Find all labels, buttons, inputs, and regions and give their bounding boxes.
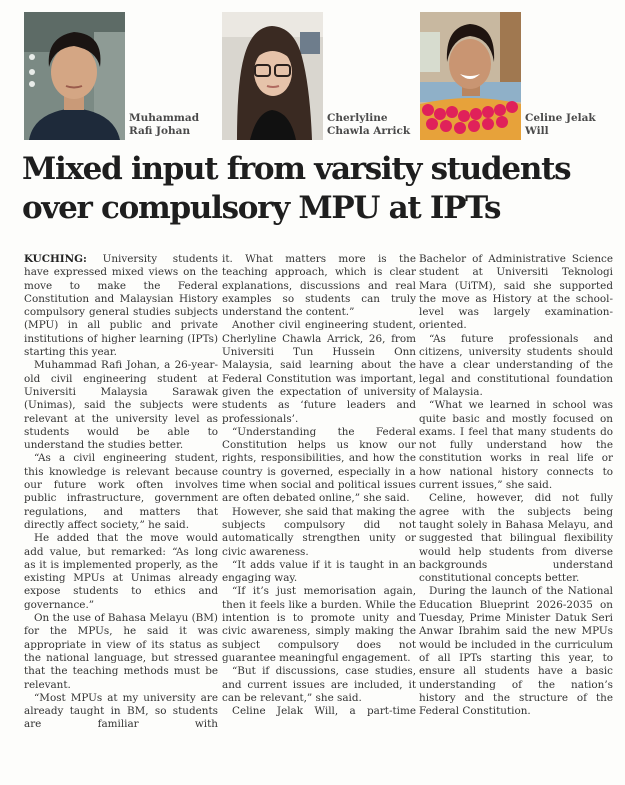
portrait-photo-celine — [420, 12, 521, 140]
photo-caption — [327, 112, 410, 138]
caption-line: Muhammad — [129, 112, 200, 124]
paragraph: “As future professionals and citizens, university students should have a clear understanding of the legal and constitutional foundation of Malaysia. — [419, 332, 613, 398]
paragraph: Muhammad Rafi Johan, a 26-year-old civil engineering student at Universiti Malaysia Sarawak (Unimas), said the subjects were relevant at the university level as students would be able to understand the studies better. — [24, 359, 218, 452]
caption-line: Celine Jelak — [525, 112, 596, 124]
paragraph: “As a civil engineering student, this knowledge is relevant because our future work often involves public infrastructure, government regulations, and matters that directly affect society,” he said. — [24, 452, 218, 531]
paragraph: “What we learned in school was quite basic and mostly focused on exams. I feel that many students do not fully understand how the constitution works in real life or how national history connects to current issues,” she said. — [419, 399, 613, 492]
article-column-3 — [419, 253, 613, 718]
paragraph: During the launch of the National Education Blueprint 2026-2035 on Tuesday, Prime Minister Datuk Seri Anwar Ibrahim said the new MPUs would be included in the curriculum of all IPTs starting this year, to ensure all students have a basic understanding of the nation’s history and the structure of the Federal Constitution. — [419, 585, 613, 718]
photo-caption — [525, 112, 596, 138]
paragraph: Another civil engineering student, Cherlyline Chawla Arrick, 26, from Universiti Tun Hussein Onn Malaysia, said learning about the Federal Constitution was important, given the expectation of university students as ‘future leaders and professionals’. — [222, 319, 416, 425]
headline: Mixed input from varsity students over compulsory MPU at IPTs — [22, 151, 571, 226]
paragraph: “It adds value if it is taught in an engaging way. — [222, 558, 416, 585]
article-column-2 — [222, 253, 416, 718]
photo-block-muhammad — [24, 12, 224, 140]
paragraph: However, she said that making the subjects compulsory did not automatically strengthen unity or civic awareness. — [222, 505, 416, 558]
paragraph-text: University students have expressed mixed views on the move to make the Federal Constitution and Malaysian History compulsory general studies subjects (MPU) in all public and private institutions of higher learning (IPTs) starting this year. — [24, 253, 218, 359]
paragraph — [24, 253, 218, 359]
paragraph: Bachelor of Administrative Science student at Universiti Teknologi Mara (UiTM), said she supported the move as History at the school-level was largely examination-oriented. — [419, 253, 613, 332]
paragraph: Celine Jelak Will, a part-time — [232, 705, 416, 718]
photo-block-cherlyline — [222, 12, 422, 140]
dateline: KUCHING: — [24, 253, 87, 265]
portrait-photo-cherlyline — [222, 12, 323, 140]
caption-line: Chawla Arrick — [327, 125, 411, 137]
photo-block-celine — [420, 12, 620, 140]
paragraph: He added that the move would add value, but remarked: “As long as it is implemented properly, as the existing MPUs at Unimas already expose students to ethics and governance.” — [24, 532, 218, 611]
paragraph: “But if discussions, case studies, and current issues are included, it can be relevant,” she said. — [222, 665, 416, 704]
caption-line: Cherlyline — [327, 112, 388, 124]
paragraph: “Understanding the Federal Constitution helps us know our rights, responsibilities, and how the country is governed, especially in a time when social and political issues are often debated online,” she said. — [222, 425, 416, 505]
portrait-photo-muhammad — [24, 12, 125, 140]
paragraph: “Most MPUs at my university are already taught in BM, so students are familiar with — [24, 691, 218, 731]
caption-line: Rafi Johan — [129, 125, 191, 137]
caption-line: Will — [525, 125, 549, 137]
paragraph: it. What matters more is the teaching approach, which is clear explanations, discussions and real examples so students can truly understand the content.” — [222, 253, 416, 319]
photo-caption — [129, 112, 199, 138]
paragraph: Celine, however, did not fully agree with the subjects being taught solely in Bahasa Melayu, and suggested that bilingual flexibility would help students from diverse backgrounds understand constitutional concepts better. — [419, 492, 613, 585]
paragraph: On the use of Bahasa Melayu (BM) for the MPUs, he said it was appropriate in view of its status as the national language, but stressed that the teaching methods must be relevant. — [24, 612, 218, 691]
article-column-1 — [24, 253, 218, 732]
paragraph: “If it’s just memorisation again, then it feels like a burden. While the intention is to promote unity and civic awareness, simply making the subject compulsory does not guarantee meaningful engagement. — [222, 585, 416, 664]
